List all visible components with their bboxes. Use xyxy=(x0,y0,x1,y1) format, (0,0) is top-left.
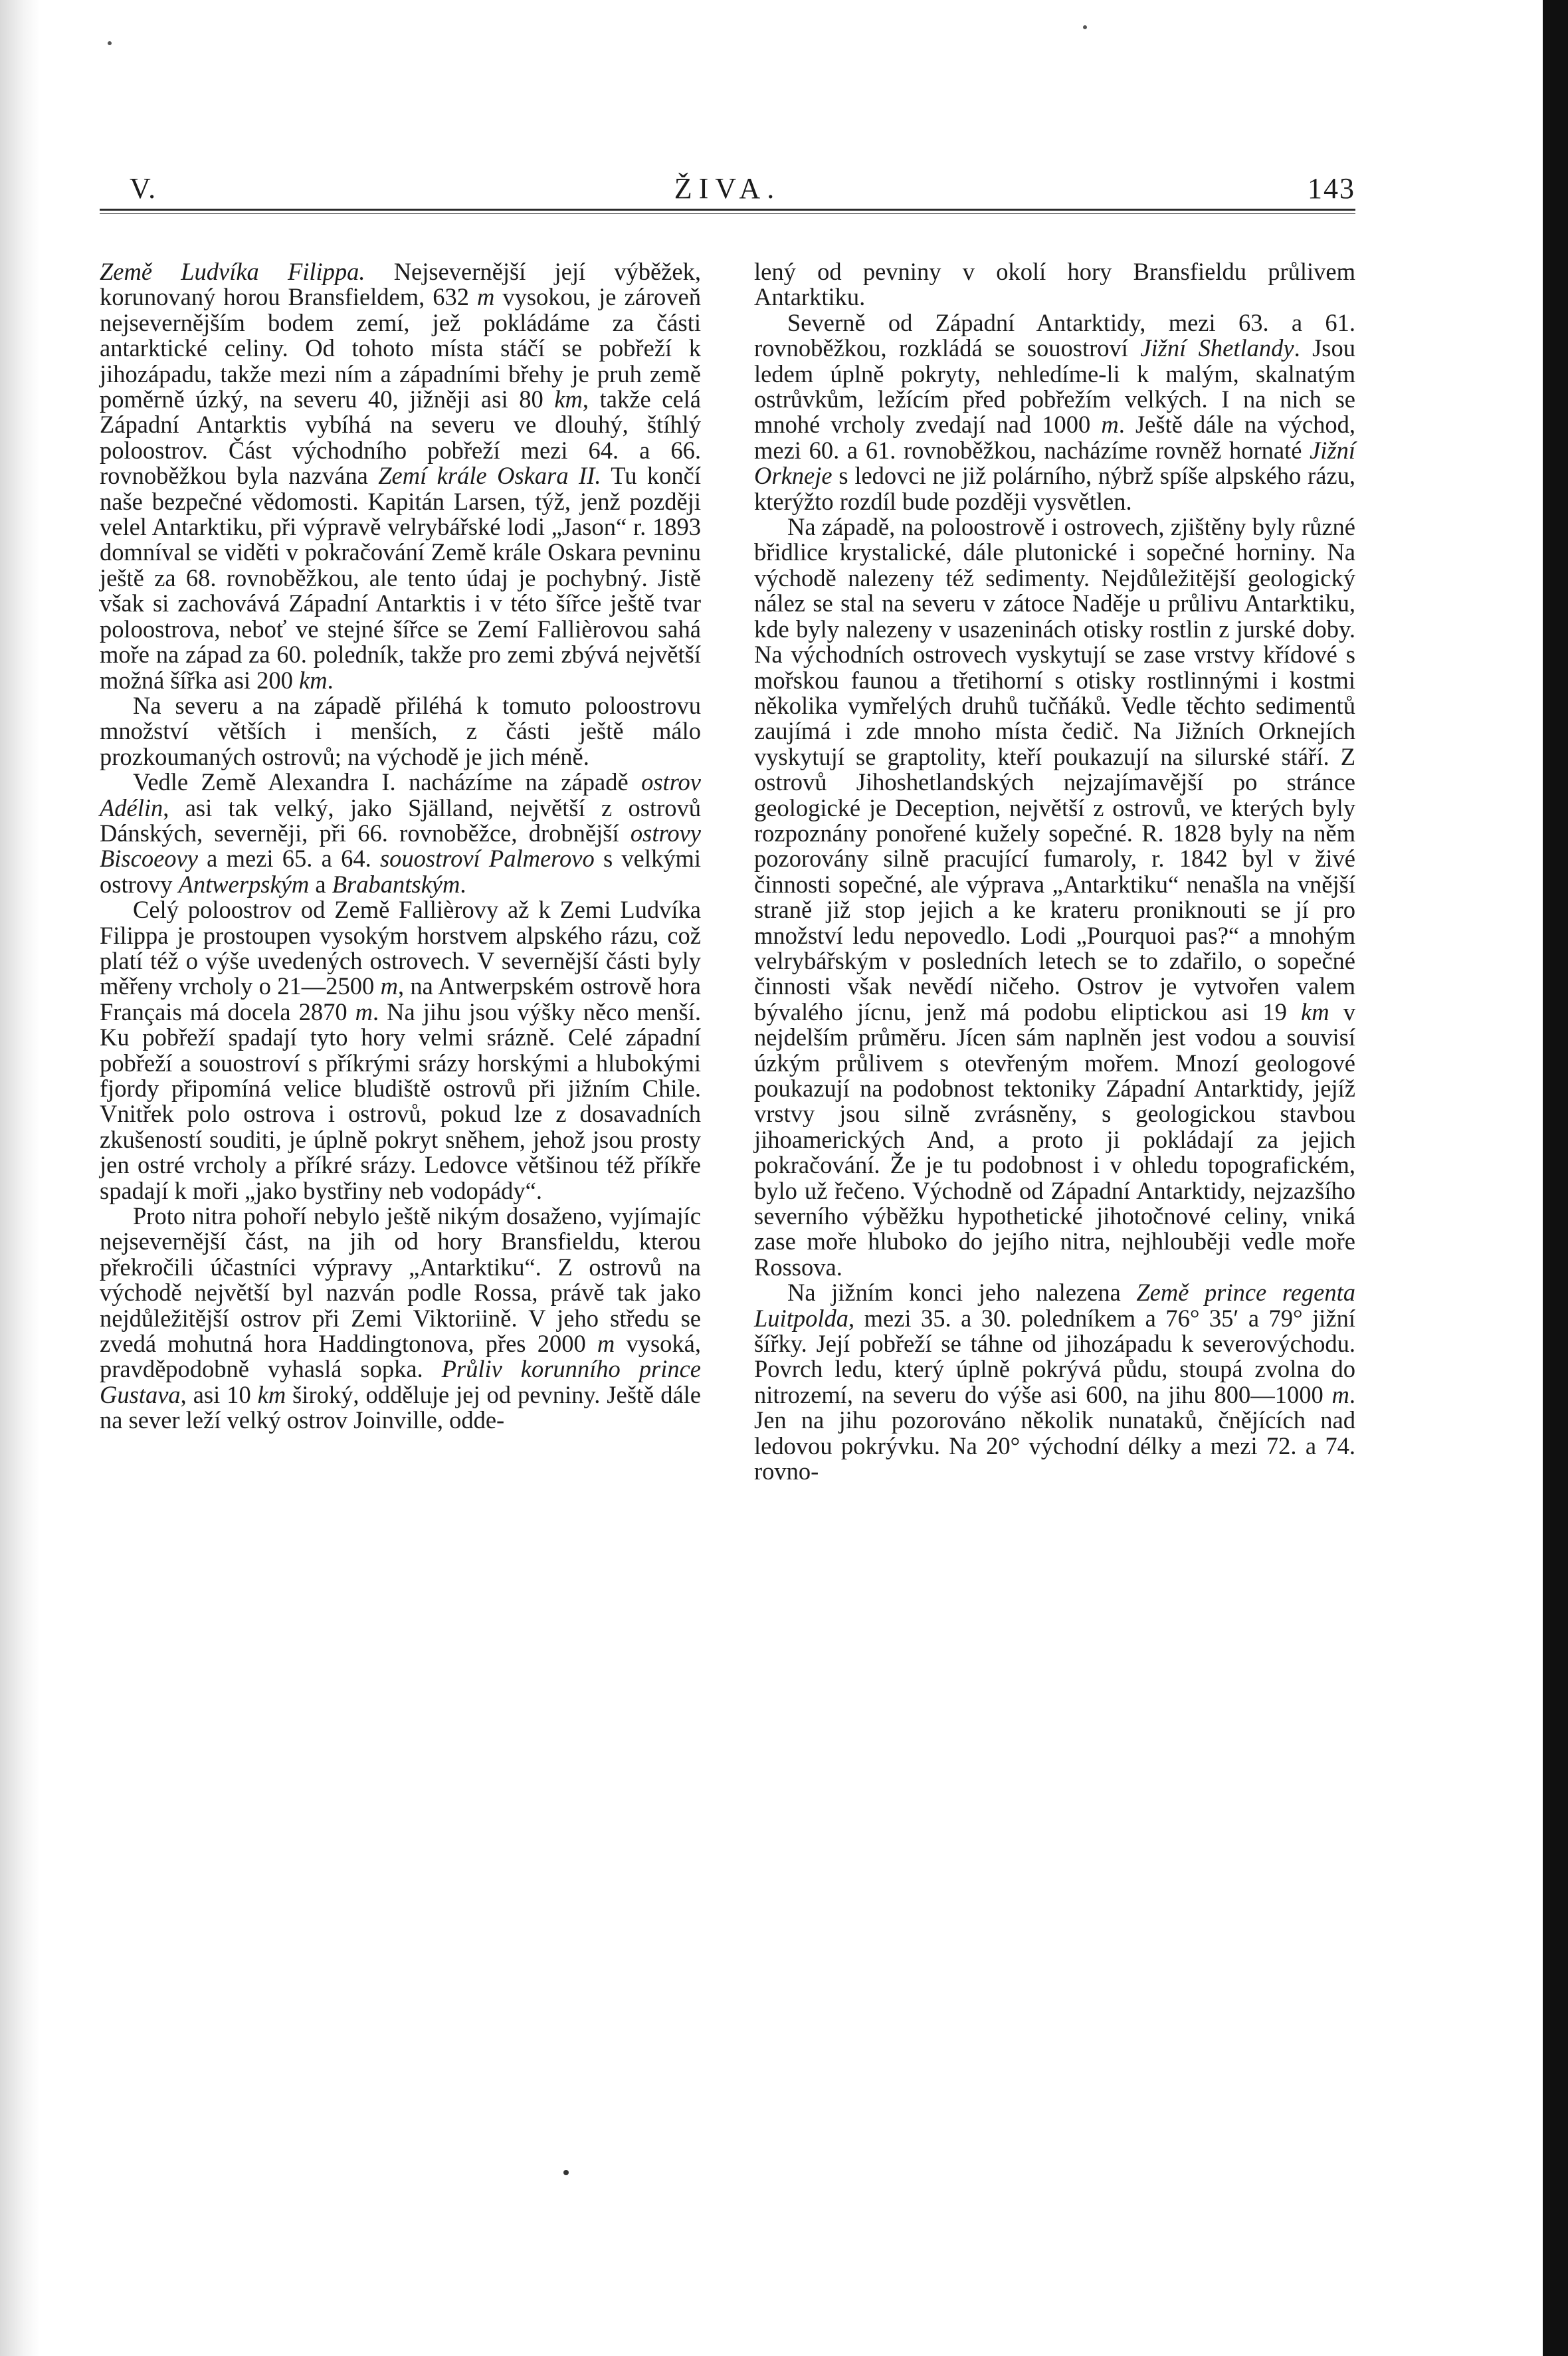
text-run: s ledovci ne již polárního, nýbrž spíše alpského rázu, kterýžto rozdíl bude později vysvětlen. xyxy=(754,462,1355,515)
right-column xyxy=(754,259,1355,1485)
paragraph xyxy=(100,1204,701,1434)
page-edge-left xyxy=(0,0,40,2356)
text-run: vysoká, pravděpodobně vyhaslá sopka. xyxy=(100,1330,702,1383)
text-run: . Na jihu jsou výšky něco menší. Ku pobřeží spadají tyto hory velmi srázně. Celé západní pobřeží a souostroví s příkrými srázy horskými a hlubokými fjordy připomíná velice bludiště ostrovů při jižním Chile. Vnitřek polo ostrova i ostrovů, pokud lze z dosavadních zkušeností souditi, je úplně pokryt sněhem, jehož jsou prosty jen ostré vrcholy a příkré srázy. Ledovce většinou též příkře spadají k moři „jako bystřiny neb vodopády“. xyxy=(100,998,701,1204)
scan-speck xyxy=(108,41,112,45)
italic-text: km xyxy=(554,385,583,413)
italic-text: Země prince regenta Luitpolda xyxy=(754,1279,1355,1332)
scan-speck xyxy=(1083,25,1087,29)
text-run: Na jižním konci jeho nalezena xyxy=(787,1279,1137,1307)
running-head xyxy=(100,160,1355,206)
text-run: . xyxy=(460,870,466,898)
header-rule xyxy=(100,209,1355,211)
text-run: v nejdelším průměru. Jícen sám naplněn jest vodou a souvisí úzkým průlivem s otevřeným mořem. Mnozí geologové poukazují na podobnost tektoniky Západní Antarktidy, jejíž vrstvy jsou silně zvrásněny, s geologickou stavbou jihoamerických And, a proto ji pokládají za jejich pokračování. Že je tu podobnost i v ohledu topografickém, bylo už řečeno. Východně od Západní Antarktidy, nejzazšího severního výběžku hypothetické jihotočnové celiny, vniká zase moře hluboko do jejího nitra, nejhlouběji vedle moře Rossova. xyxy=(754,998,1355,1281)
italic-text: ostrovy Biscoeovy xyxy=(100,819,701,873)
page-edge-right xyxy=(1543,0,1568,2356)
paragraph xyxy=(100,693,701,770)
text-columns xyxy=(100,259,1355,1485)
left-column xyxy=(100,259,701,1485)
section-number: V. xyxy=(130,172,157,205)
text-run: Nejsevernější její výběžek, korunovaný horou Bransfieldem, 632 xyxy=(100,258,701,311)
italic-text: m xyxy=(355,998,373,1025)
text-run: Na severu a na západě přiléhá k tomuto poloostrovu množství větších i menších, z části ještě málo prozkoumaných ostrovů; na východě je jich méně. xyxy=(100,691,701,770)
text-run: a mezi 65. a 64. xyxy=(197,845,380,873)
italic-text: ostrov Adélin xyxy=(100,768,701,821)
page-number: 143 xyxy=(1308,172,1355,205)
italic-text: m xyxy=(1331,1380,1349,1408)
journal-page xyxy=(100,160,1355,2273)
italic-text: m xyxy=(380,972,398,1000)
paragraph xyxy=(100,259,701,693)
text-run: Vedle Země Alexandra I. nacházíme na západě xyxy=(133,768,642,796)
ink-dot xyxy=(563,2170,569,2175)
text-run: Severně od Západní Antarktidy, mezi 63. a 61. rovnoběžkou, rozkládá se souostroví xyxy=(754,308,1355,362)
italic-text: m xyxy=(1101,411,1119,439)
italic-text: souostroví Palmerovo xyxy=(379,845,595,873)
italic-text: km xyxy=(257,1380,286,1408)
paragraph xyxy=(754,514,1355,1280)
italic-text: Zemí krále Oskara II. xyxy=(378,462,601,490)
text-run: s velkými ostrovy xyxy=(100,845,702,898)
text-run: , asi 10 xyxy=(180,1380,258,1408)
italic-text: km xyxy=(1301,998,1329,1025)
text-run: Celý poloostrov od Země Fallièrovy až k Zemi Ludvíka Filippa je prostoupen vysokým horstvem alpského rázu, což platí též o výše uvedených ostrovech. V severnější části byly měřeny vrcholy o 21—2500 xyxy=(100,896,701,1000)
italic-text: Antwerpským xyxy=(178,870,310,898)
text-run: Proto nitra pohoří nebylo ještě nikým dosaženo, vyjímajíc nejsevernější část, na jih od hory Bransfieldu, kterou překročili účastníci výpravy „Antarktiku“. Z ostrovů na východě největší byl nazván podle Rossa, právě tak jako nejdůležitější ostrov při Zemi Viktoriině. V jeho středu se zvedá mohutná hora Haddingtonova, přes 2000 xyxy=(100,1202,701,1358)
text-run: . xyxy=(327,666,334,694)
italic-text: km xyxy=(299,666,328,694)
paragraph xyxy=(754,310,1355,514)
text-run: široký, odděluje jej od pevniny. Ještě dále na sever leží velký ostrov Joinville, odde- xyxy=(100,1380,701,1434)
paragraph xyxy=(100,770,701,897)
text-run: . Jsou ledem úplně pokryty, nehledíme-li k malým, skalnatým ostrůvkům, ležícím před pobřežím velkých. I na nich se mnohé vrcholy zvedají nad 1000 xyxy=(754,334,1355,439)
text-run: Na západě, na poloostrově i ostrovech, zjištěny byly různé břidlice krystalické, dále plutonické i sopečné horniny. Na východě nalezeny též sedimenty. Nejdůležitější geologický nález se stal na severu v zátoce Naděje u průlivu Antarktiku, kde byly nalezeny v usazeninách otisky rostlin z jurské doby. Na východních ostrovech vyskytují se zase vrstvy křídové s mořskou faunou a třetihorní s otisky rostlinnými i kostmi několika vymřelých druhů tučňáků. Vedle těchto sedimentů zaujímá i zde mnoho místa čedič. Na Jižních Orknejích vyskytují se graptolity, kteří poukazují na silurské stáří. Z ostrovů Jihoshetlandských nejzajímavější po stránce geologické je Deception, největší z ostrovů, ve kterých byly rozpoznány ponořené kužely sopečné. R. 1828 byly na něm pozorovány silně pracující fumaroly, r. 1842 byl v živé činnosti sopečné, ale výprava „Antarktiku“ nenašla na vnější straně již stop jejich a ke krateru proniknouti se jí pro množství ledu nepovedlo. Lodi „Pourquoi pas?“ a mnohým velrybářským v posledních letech se to zdařilo, o sopečné činnosti však nevědí ničeho. Ostrov je vytvořen valem bývalého jícnu, jenž má podobu eliptickou asi 19 xyxy=(754,513,1355,1025)
italic-text: Průliv korunního prince Gustava xyxy=(100,1355,701,1408)
paragraph xyxy=(100,897,701,1204)
journal-title: ŽIVA. xyxy=(674,172,781,205)
text-run: , na Antwerpském ostrově hora Français má docela 2870 xyxy=(100,972,701,1025)
italic-text: Jižní Shetlandy xyxy=(1140,334,1294,362)
paragraph xyxy=(754,1280,1355,1484)
italic-text: Jižní Orkneje xyxy=(754,436,1355,490)
text-run: , takže celá Západní Antarktis vybíhá na severu ve dlouhý, štíhlý poloostrov. Část východního pobřeží mezi 64. a 66. rovnoběžkou byla nazvána xyxy=(100,385,702,490)
italic-text: Země Ludvíka Filippa. xyxy=(100,258,365,285)
text-run: , asi tak velký, jako Själland, největší z ostrovů Dánských, severněji, při 66. rovnoběžce, drobnější xyxy=(100,794,701,847)
text-run: a xyxy=(309,870,332,898)
italic-text: m xyxy=(597,1330,615,1358)
text-run: Tu končí naše bezpečné vědomosti. Kapitán Larsen, týž, jenž později velel Antarktiku, při výpravě velrybářské lodi „Jason“ r. 1893 domníval se viděti v pokračování Země krále Oskara pevninu ještě za 68. rovnoběžkou, ale tento údaj je pochybný. Jistě však si zachovává Západní Antarktis i v této šířce ještě tvar poloostrova, neboť ve stejné šířce se Zemí Fallièrovou sahá moře na západ za 60. poledník, takže pro zemi zbývá největší možná šířka asi 200 xyxy=(100,462,702,694)
text-run: , mezi 35. a 30. poledníkem a 76° 35′ a 79° jižní šířky. Její pobřeží se táhne od jihozápadu k severovýchodu. Povrch ledu, který úplně pokrývá půdu, stoupá zvolna do nitrozemí, na severu do výše asi 600, na jihu 800—1000 xyxy=(754,1304,1355,1408)
italic-text: m xyxy=(476,283,495,311)
text-run: . Ještě dále na východ, mezi 60. a 61. rovnoběžkou, nacházíme rovněž hornaté xyxy=(754,411,1355,464)
text-run: vysokou, je zároveň nejsevernějším bodem zemí, jež pokládáme za části antarktické celiny. Od tohoto místa stáčí se pobřeží k jihozápadu, takže mezi ním a západními břehy je pruh země poměrně úzký, na severu 40, jižněji asi 80 xyxy=(100,283,701,413)
header-rule-thin xyxy=(100,213,1355,214)
text-run: . Jen na jihu pozorováno několik nunataků, čnějících nad ledovou pokrývku. Na 20° východní délky a mezi 72. a 74. rovno- xyxy=(754,1380,1355,1485)
italic-text: Brabantským xyxy=(332,870,460,898)
paragraph xyxy=(754,259,1355,310)
text-run: lený od pevniny v okolí hory Bransfieldu průlivem Antarktiku. xyxy=(754,258,1355,311)
